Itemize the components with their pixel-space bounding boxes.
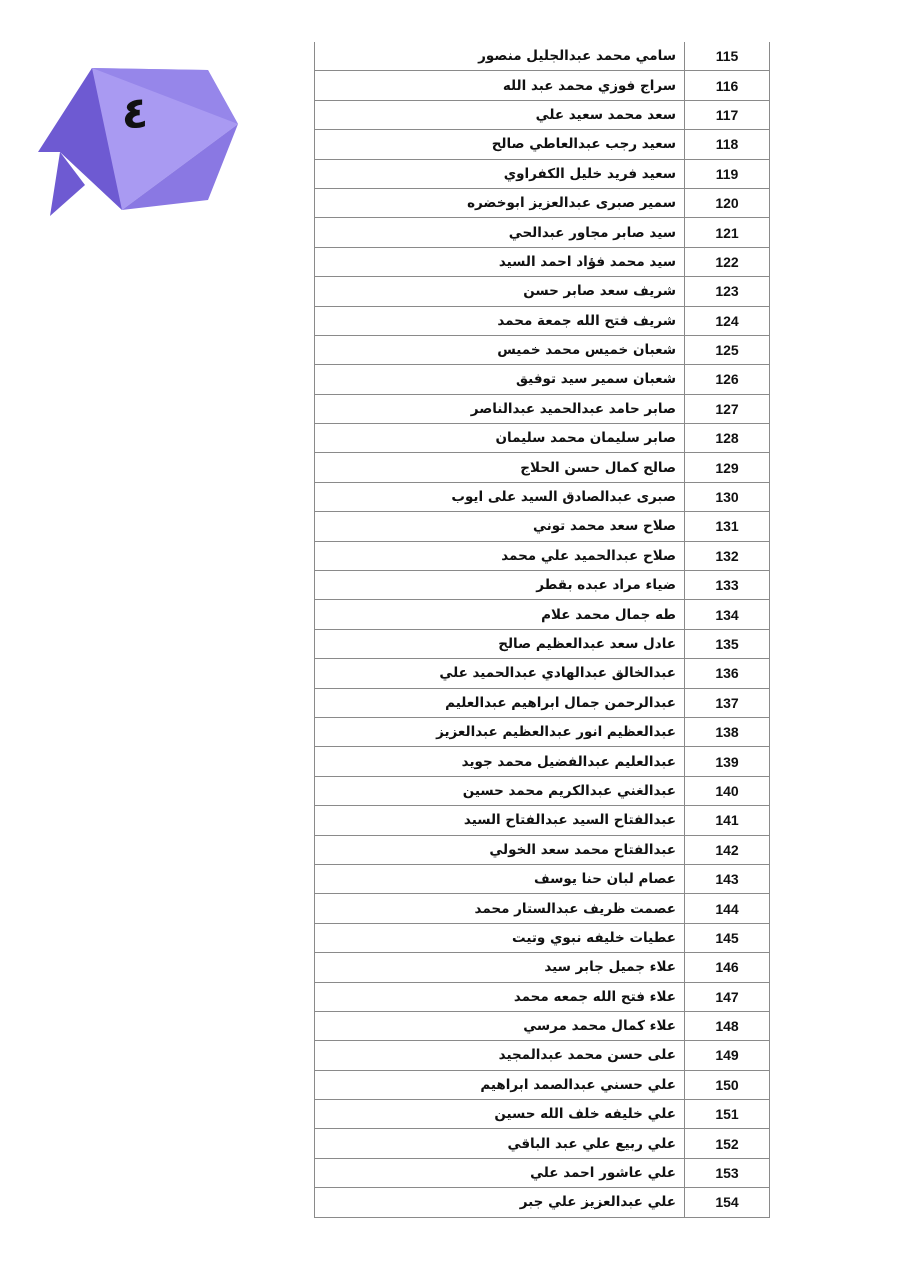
row-number: 153 (685, 1158, 770, 1187)
person-name: عصمت ظريف عبدالستار محمد (315, 894, 685, 923)
row-number: 150 (685, 1070, 770, 1099)
person-name: عطيات خليفه نبوي وتيت (315, 923, 685, 952)
person-name: صابر حامد عبدالحميد عبدالناصر (315, 394, 685, 423)
row-number: 133 (685, 571, 770, 600)
table-row (315, 541, 770, 570)
row-number: 115 (685, 42, 770, 71)
row-number: 116 (685, 71, 770, 100)
person-name: سعد محمد سعيد علي (315, 100, 685, 129)
person-name: على حسن محمد عبدالمجيد (315, 1041, 685, 1070)
row-number: 140 (685, 776, 770, 805)
row-number: 154 (685, 1188, 770, 1217)
row-number: 146 (685, 953, 770, 982)
table-row (315, 600, 770, 629)
table-row (315, 100, 770, 129)
row-number: 125 (685, 335, 770, 364)
row-number: 118 (685, 130, 770, 159)
person-name: عبدالعظيم انور عبدالعظيم عبدالعزيز (315, 717, 685, 746)
person-name: سعيد فريد خليل الكفراوي (315, 159, 685, 188)
table-row (315, 130, 770, 159)
table-row (315, 953, 770, 982)
row-number: 127 (685, 394, 770, 423)
table-row (315, 335, 770, 364)
person-name: علي عاشور احمد علي (315, 1158, 685, 1187)
row-number: 122 (685, 247, 770, 276)
table-row (315, 894, 770, 923)
table-row (315, 365, 770, 394)
person-name: صالح كمال حسن الحلاج (315, 453, 685, 482)
row-number: 119 (685, 159, 770, 188)
row-number: 117 (685, 100, 770, 129)
row-number: 147 (685, 982, 770, 1011)
person-name: سامي محمد عبدالجليل منصور (315, 42, 685, 71)
person-name: عادل سعد عبدالعظيم صالح (315, 629, 685, 658)
table-row (315, 571, 770, 600)
row-number: 137 (685, 688, 770, 717)
row-number: 143 (685, 864, 770, 893)
person-name: صلاح عبدالحميد علي محمد (315, 541, 685, 570)
page-number: ٤ (121, 88, 149, 139)
person-name: شريف سعد صابر حسن (315, 277, 685, 306)
table-row (315, 453, 770, 482)
person-name: عبدالرحمن جمال ابراهيم عبدالعليم (315, 688, 685, 717)
row-number: 151 (685, 1100, 770, 1129)
person-name: عصام لبان حنا يوسف (315, 864, 685, 893)
person-name: عبدالعليم عبدالفضيل محمد جويد (315, 747, 685, 776)
person-name: سيد صابر مجاور عبدالحي (315, 218, 685, 247)
page-number-badge (30, 60, 245, 225)
row-number: 141 (685, 806, 770, 835)
person-name: علي حسني عبدالصمد ابراهيم (315, 1070, 685, 1099)
table-row (315, 1100, 770, 1129)
table-row (315, 747, 770, 776)
row-number: 123 (685, 277, 770, 306)
row-number: 126 (685, 365, 770, 394)
person-name: علي ربيع علي عبد الباقي (315, 1129, 685, 1158)
row-number: 131 (685, 512, 770, 541)
person-name: طه جمال محمد علام (315, 600, 685, 629)
row-number: 120 (685, 188, 770, 217)
speech-bubble-icon (30, 60, 245, 225)
person-name: صبرى عبدالصادق السيد على ايوب (315, 482, 685, 511)
person-name: علاء كمال محمد مرسي (315, 1011, 685, 1040)
row-number: 138 (685, 717, 770, 746)
table-row (315, 1188, 770, 1217)
names-table (314, 42, 770, 1218)
table-row (315, 277, 770, 306)
row-number: 149 (685, 1041, 770, 1070)
person-name: عبدالخالق عبدالهادي عبدالحميد علي (315, 659, 685, 688)
person-name: سعيد رجب عبدالعاطي صالح (315, 130, 685, 159)
table-row (315, 688, 770, 717)
row-number: 139 (685, 747, 770, 776)
table-row (315, 776, 770, 805)
table-row (315, 864, 770, 893)
table-row (315, 42, 770, 71)
row-number: 145 (685, 923, 770, 952)
table-row (315, 1011, 770, 1040)
row-number: 134 (685, 600, 770, 629)
table-row (315, 424, 770, 453)
table-row (315, 835, 770, 864)
person-name: شعبان خميس محمد خميس (315, 335, 685, 364)
table-row (315, 1070, 770, 1099)
person-name: علي خليفه خلف الله حسين (315, 1100, 685, 1129)
row-number: 152 (685, 1129, 770, 1158)
person-name: سمير صبرى عبدالعزيز ابوخضره (315, 188, 685, 217)
person-name: صلاح سعد محمد توني (315, 512, 685, 541)
row-number: 130 (685, 482, 770, 511)
table-row (315, 71, 770, 100)
table-row (315, 982, 770, 1011)
table-row (315, 1158, 770, 1187)
person-name: شعبان سمير سيد توفيق (315, 365, 685, 394)
person-name: عبدالفتاح السيد عبدالفتاح السيد (315, 806, 685, 835)
table-row (315, 188, 770, 217)
row-number: 142 (685, 835, 770, 864)
table-row (315, 394, 770, 423)
table-row (315, 923, 770, 952)
row-number: 129 (685, 453, 770, 482)
table-row (315, 806, 770, 835)
row-number: 135 (685, 629, 770, 658)
person-name: ضياء مراد عبده بقطر (315, 571, 685, 600)
person-name: عبدالفتاح محمد سعد الخولي (315, 835, 685, 864)
person-name: عبدالغني عبدالكريم محمد حسين (315, 776, 685, 805)
person-name: علي عبدالعزيز علي جبر (315, 1188, 685, 1217)
table-row (315, 1041, 770, 1070)
person-name: علاء فتح الله جمعه محمد (315, 982, 685, 1011)
table-row (315, 717, 770, 746)
row-number: 124 (685, 306, 770, 335)
table-row (315, 159, 770, 188)
table-row (315, 306, 770, 335)
row-number: 121 (685, 218, 770, 247)
table-row (315, 659, 770, 688)
row-number: 144 (685, 894, 770, 923)
person-name: علاء جميل جابر سيد (315, 953, 685, 982)
person-name: صابر سليمان محمد سليمان (315, 424, 685, 453)
row-number: 132 (685, 541, 770, 570)
person-name: سيد محمد فؤاد احمد السيد (315, 247, 685, 276)
row-number: 136 (685, 659, 770, 688)
table-row (315, 247, 770, 276)
person-name: شريف فتح الله جمعة محمد (315, 306, 685, 335)
table-row (315, 218, 770, 247)
table-row (315, 482, 770, 511)
person-name: سراج فوزي محمد عبد الله (315, 71, 685, 100)
table-row (315, 512, 770, 541)
row-number: 128 (685, 424, 770, 453)
table-row (315, 1129, 770, 1158)
row-number: 148 (685, 1011, 770, 1040)
table-row (315, 629, 770, 658)
